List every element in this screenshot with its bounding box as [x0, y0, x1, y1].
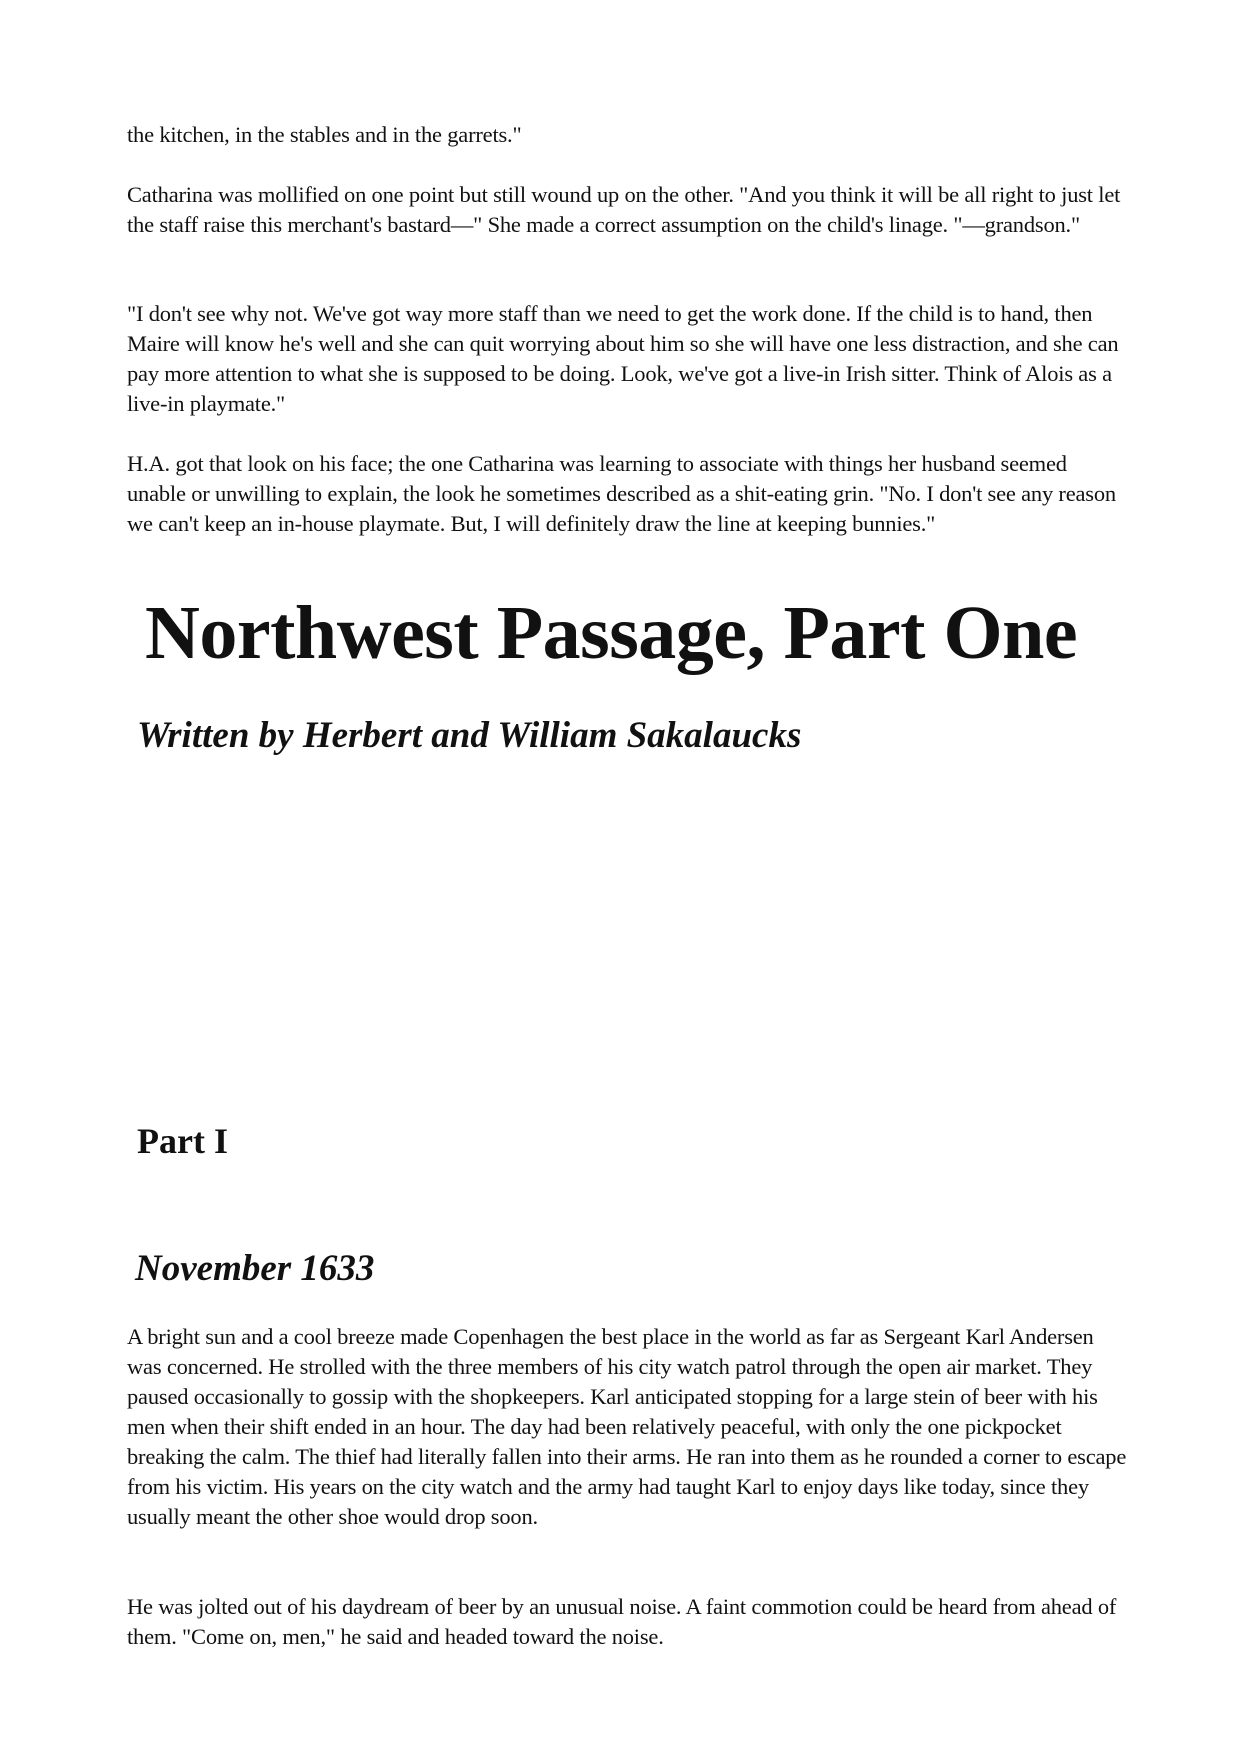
story-paragraph-2: He was jolted out of his daydream of beer by an unusual noise. A faint commotion could be heard from ahead of them. "Come on, men," he said and headed toward the noise.	[127, 1594, 1117, 1649]
story-byline: Written by Herbert and William Sakalaucks	[137, 715, 802, 756]
previous-chapter-paragraph-3: "I don't see why not. We've got way more staff than we need to get the work done. If the child is to hand, then Maire will know he's well and she can quit worrying about him so she will have one less distraction, and she can pay more attention to what she is supposed to be doing. Look, we've got a live-in Irish sitter. Think of Alois as a live-in playmate."	[127, 301, 1119, 416]
story-title: Northwest Passage, Part One	[145, 591, 1078, 675]
previous-chapter-paragraph-1: the kitchen, in the stables and in the garrets."	[127, 122, 522, 147]
date-heading: November 1633	[135, 1248, 375, 1289]
part-heading: Part I	[137, 1121, 228, 1161]
previous-chapter-paragraph-2: Catharina was mollified on one point but still wound up on the other. "And you think it will be all right to just let the staff raise this merchant's bastard—" She made a correct assumption on the child's linage. "—grandson."	[127, 182, 1121, 237]
previous-chapter-paragraph-4: H.A. got that look on his face; the one Catharina was learning to associate with things her husband seemed unable or unwilling to explain, the look he sometimes described as a shit-eating grin. "No. I don't see any reason we can't keep an in-house playmate. But, I will definitely draw the line at keeping bunnies."	[127, 451, 1116, 536]
story-paragraph-1: A bright sun and a cool breeze made Copenhagen the best place in the world as far as Sergeant Karl Andersen was concerned. He strolled with the three members of his city watch patrol through the open air market. They paused occasionally to gossip with the shopkeepers. Karl anticipated stopping for a large stein of beer with his men when their shift ended in an hour. The day had been relatively peaceful, with only the one pickpocket breaking the calm. The thief had literally fallen into their arms. He ran into them as he rounded a corner to escape from his victim. His years on the city watch and the army had taught Karl to enjoy days like today, since they usually meant the other shoe would drop soon.	[127, 1324, 1127, 1529]
